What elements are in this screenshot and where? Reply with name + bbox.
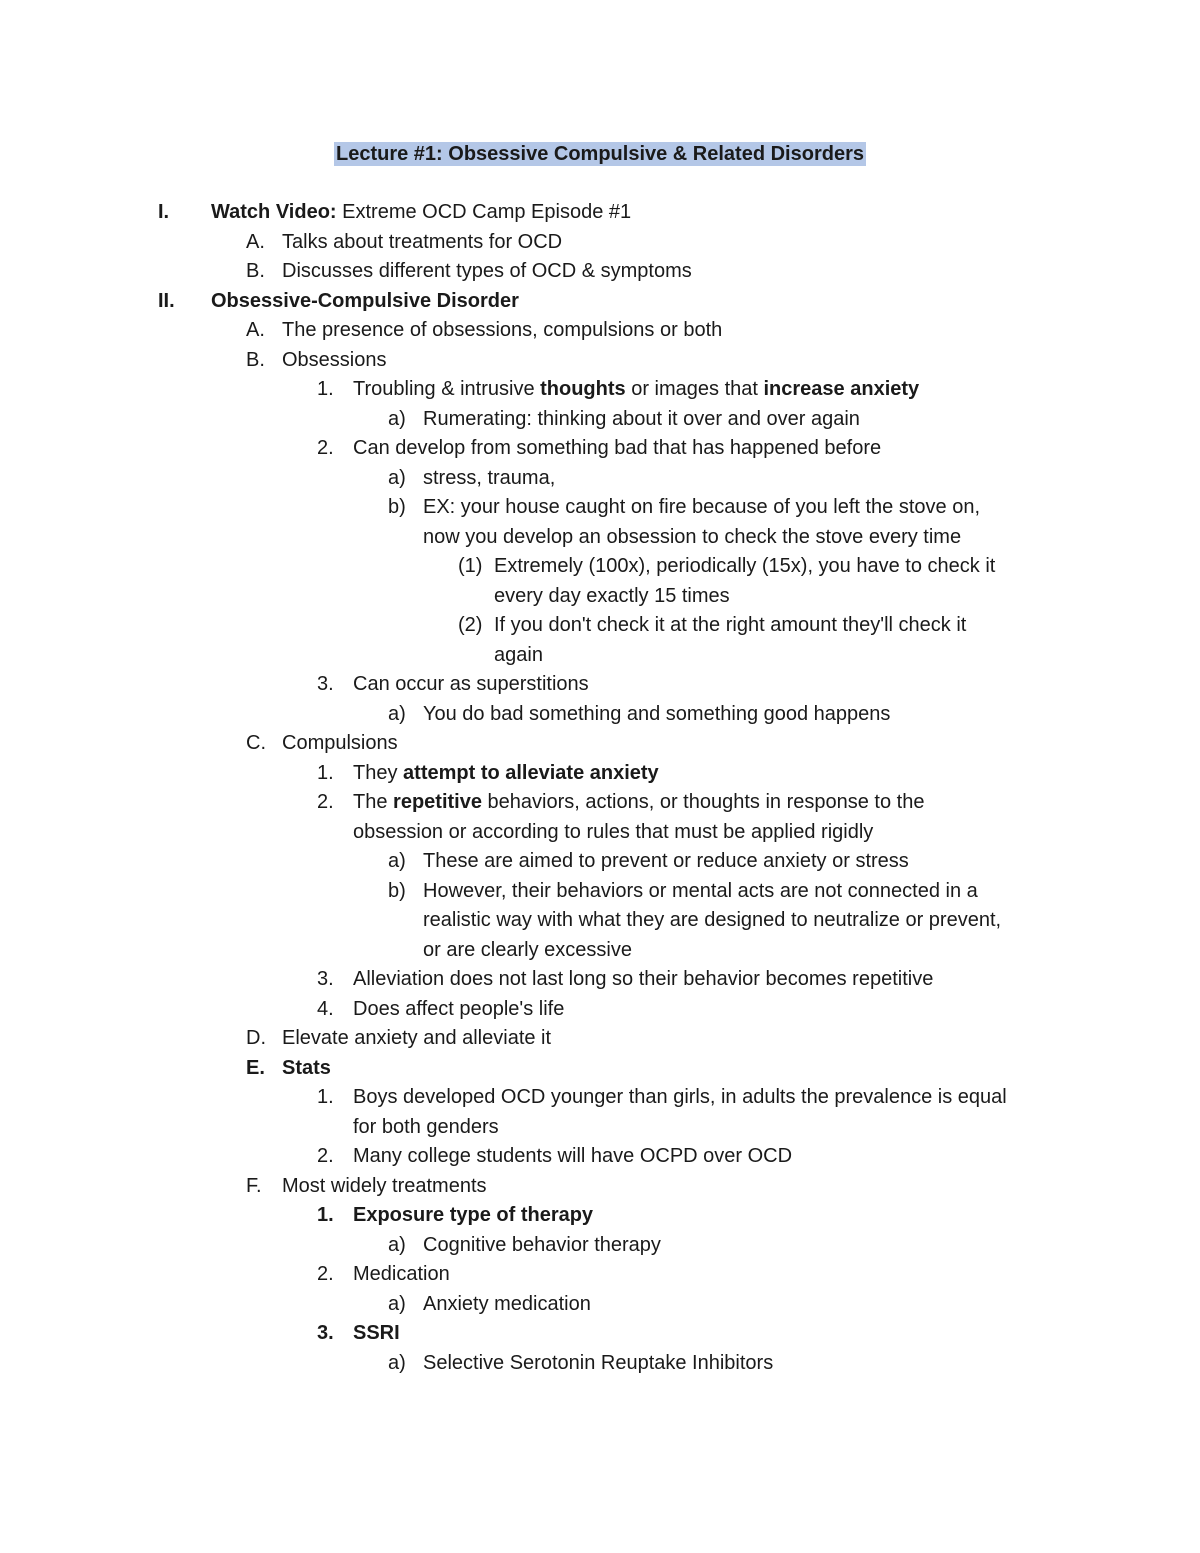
line-text: or are clearly excessive	[423, 938, 632, 961]
outline-line	[353, 788, 924, 818]
outline-line	[423, 464, 555, 494]
document-title: Lecture #1: Obsessive Compulsive & Related Disorders	[336, 143, 864, 165]
outline-line	[423, 700, 890, 730]
outline-marker: a)	[388, 1292, 406, 1315]
outline-marker: D.	[246, 1027, 266, 1049]
outline-line	[282, 729, 398, 759]
bold-text: increase anxiety	[763, 378, 920, 400]
outline-line	[211, 287, 519, 317]
outline-line	[423, 1290, 591, 1320]
line-text: Talks about treatments for OCD	[282, 230, 563, 253]
outline-marker: 1.	[317, 378, 334, 400]
outline-marker: C.	[246, 732, 266, 754]
outline-line	[423, 847, 909, 877]
bold-text: Stats	[282, 1056, 331, 1079]
outline-marker: (2)	[458, 614, 483, 636]
line-text: for both genders	[353, 1115, 499, 1138]
outline-marker: I.	[158, 201, 170, 223]
outline-line	[282, 1172, 487, 1202]
bold-text: Obsessive-Compulsive Disorder	[211, 289, 519, 312]
title-line	[0, 140, 1200, 169]
outline-marker: B.	[246, 260, 265, 282]
outline-marker: a)	[388, 850, 406, 872]
outline-marker: a)	[388, 702, 406, 725]
bold-text: attempt to alleviate anxiety	[403, 761, 659, 784]
outline-line	[353, 434, 881, 464]
bold-text: thoughts	[540, 378, 626, 400]
outline-line	[353, 1319, 400, 1349]
outline-marker: II.	[158, 289, 175, 312]
bold-text: Watch Video:	[211, 201, 337, 223]
outline-marker: B.	[246, 348, 265, 371]
line-text: obsession or according to rules that must be applied rigidly	[353, 820, 874, 843]
line-text: Elevate anxiety and alleviate it	[282, 1027, 552, 1049]
line-text: every day exactly 15 times	[494, 584, 730, 607]
outline-marker: 3.	[317, 673, 334, 695]
outline-marker: 2.	[317, 791, 334, 813]
line-text: The presence of obsessions, compulsions or both	[282, 319, 723, 341]
line-text: Discusses different types of OCD & symptoms	[282, 260, 692, 282]
outline-marker: 1.	[317, 1204, 334, 1226]
outline-line	[423, 936, 632, 966]
bold-text: Exposure type of therapy	[353, 1204, 594, 1226]
line-text: Boys developed OCD younger than girls, in adults the prevalence is equal	[353, 1086, 1007, 1108]
outline-line	[423, 523, 961, 553]
outline-marker: a)	[388, 407, 406, 430]
outline-marker: a)	[388, 466, 406, 489]
outline-marker: 4.	[317, 997, 334, 1020]
line-text: You do bad something and something good happens	[423, 702, 891, 725]
line-text: behaviors, actions, or thoughts in response to the	[481, 791, 925, 813]
outline-marker: F.	[246, 1174, 262, 1197]
outline-line	[494, 641, 543, 671]
outline-marker: A.	[246, 319, 265, 341]
outline-line	[423, 1349, 773, 1379]
outline-marker: 1.	[317, 1086, 334, 1108]
outline-marker: a)	[388, 1233, 406, 1256]
outline-line	[282, 228, 562, 258]
outline-line	[423, 877, 978, 907]
outline-marker: 3.	[317, 968, 334, 990]
outline-line	[211, 198, 631, 228]
line-text: Anxiety medication	[423, 1292, 591, 1315]
outline-line	[353, 995, 564, 1025]
outline-line	[353, 1113, 499, 1143]
line-text: Alleviation does not last long so their behavior becomes repetitive	[353, 968, 934, 990]
outline-marker: 2.	[317, 437, 334, 459]
line-text: Troubling & intrusive	[353, 378, 541, 400]
outline-line	[353, 818, 873, 848]
outline-line	[353, 1201, 593, 1231]
line-text: Does affect people's life	[353, 997, 565, 1020]
outline-marker: 2.	[317, 1263, 334, 1285]
outline-marker: 2.	[317, 1145, 334, 1167]
line-text: If you don't check it at the right amount they'll check it	[494, 614, 967, 636]
outline-line	[353, 375, 919, 405]
line-text: Obsessions	[282, 348, 387, 371]
outline-marker: A.	[246, 230, 265, 253]
outline-line	[423, 493, 980, 523]
outline-marker: 3.	[317, 1322, 334, 1344]
line-text: stress, trauma,	[423, 466, 556, 489]
line-text: Extreme OCD Camp Episode #1	[336, 201, 632, 223]
line-text: now you develop an obsession to check the stove every time	[423, 525, 962, 548]
outline-line	[494, 582, 730, 612]
outline-marker: (1)	[458, 555, 483, 577]
line-text: However, their behaviors or mental acts are not connected in a	[423, 879, 978, 902]
line-text: Cognitive behavior therapy	[423, 1233, 661, 1256]
outline-line	[282, 316, 722, 346]
bold-text: SSRI	[353, 1322, 400, 1344]
line-text: They	[353, 761, 404, 784]
outline-marker: b)	[388, 496, 406, 518]
outline-line	[282, 346, 387, 376]
line-text: Can develop from something bad that has happened before	[353, 437, 882, 459]
outline-line	[423, 906, 1001, 936]
line-text: realistic way with what they are designed to neutralize or prevent,	[423, 909, 1002, 931]
outline-line	[353, 965, 933, 995]
line-text: Rumerating: thinking about it over and over again	[423, 407, 860, 430]
outline-line	[353, 670, 589, 700]
line-text: The	[353, 791, 394, 813]
outline-line	[282, 257, 692, 287]
line-text: EX: your house caught on fire because of you left the stove on,	[423, 496, 981, 518]
line-text: Medication	[353, 1263, 450, 1285]
outline-line	[423, 405, 860, 435]
bold-text: repetitive	[393, 791, 482, 813]
outline-line	[353, 1260, 450, 1290]
outline-line	[282, 1054, 331, 1084]
line-text: Compulsions	[282, 732, 398, 754]
outline-line	[494, 552, 995, 582]
line-text: or images that	[625, 378, 764, 400]
outline-line	[423, 1231, 661, 1261]
outline-marker: 1.	[317, 761, 334, 784]
outline-line	[282, 1024, 551, 1054]
line-text: Most widely treatments	[282, 1174, 487, 1197]
outline-line	[353, 1142, 792, 1172]
outline-marker: b)	[388, 879, 406, 902]
line-text: again	[494, 643, 543, 666]
outline-line	[353, 1083, 1007, 1113]
line-text: These are aimed to prevent or reduce anxiety or stress	[423, 850, 909, 872]
outline-marker: E.	[246, 1056, 265, 1079]
outline-line	[353, 759, 659, 789]
line-text: Selective Serotonin Reuptake Inhibitors	[423, 1351, 774, 1374]
outline-line	[494, 611, 966, 641]
line-text: Many college students will have OCPD over OCD	[353, 1145, 793, 1167]
line-text: Can occur as superstitions	[353, 673, 589, 695]
outline-marker: a)	[388, 1351, 406, 1374]
line-text: Extremely (100x), periodically (15x), you have to check it	[494, 555, 996, 577]
